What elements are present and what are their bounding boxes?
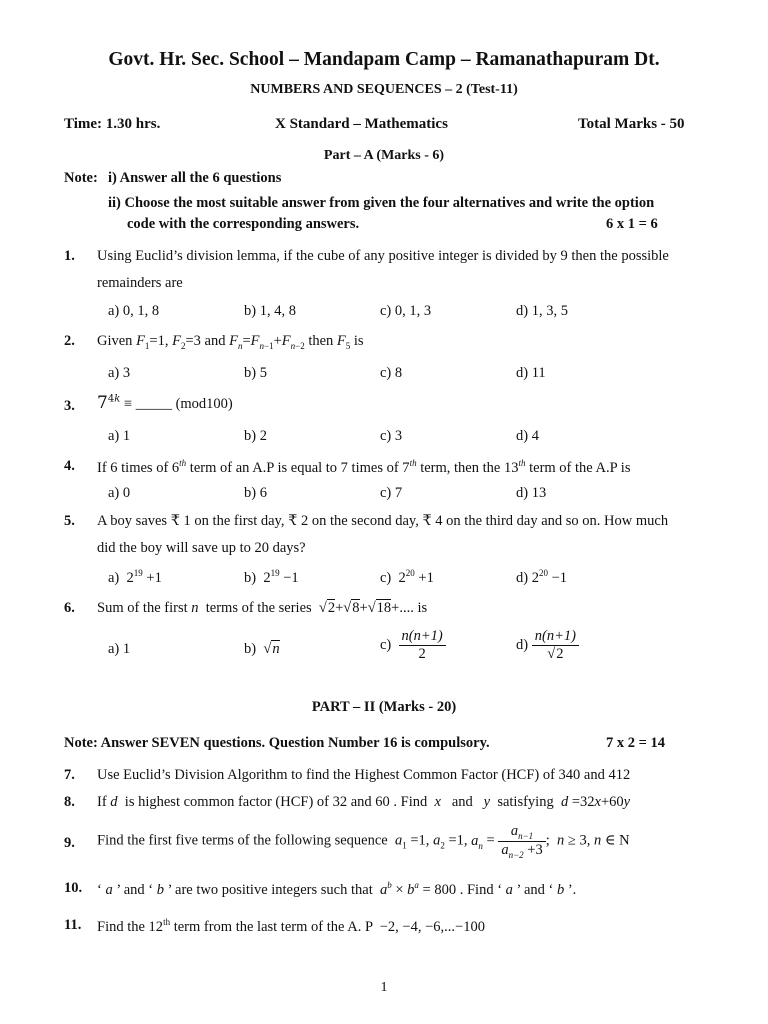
marks-calc-b: 7 x 2 = 14 <box>606 735 666 751</box>
q3-option-d: d) 4 <box>516 428 539 444</box>
q8-number: 8. <box>64 794 75 810</box>
q3-text: $7^{4k}$ ≡ _____ (mod100) <box>97 393 233 413</box>
q10-text: ‘ a ’ and ‘ b ’ are two positive integers such that $a^b \times b^a = 800$ . Find ‘ a ’ and ‘ b ’. <box>97 880 577 898</box>
q8-text: If d is highest common factor (HCF) of 32 and 60 . Find x and y satisfying d =32x+60y <box>97 794 631 810</box>
q4-option-c: c) 7 <box>380 485 403 501</box>
q1-text: Using Euclid’s division lemma, if the cube of any positive integer is divided by 9 then the possible <box>97 248 669 264</box>
note-i: i) Answer all the 6 questions <box>108 170 282 186</box>
q1-option-b: b) 1, 4, 8 <box>244 303 296 319</box>
q2-text: Given $F_1=1$, $F_2=3$ and $F_n=F_{n-1}+F_{n-2}$ then $F_5$ is <box>97 333 364 351</box>
q11-text: Find the 12th term from the last term of the A. P −2, −4, −6,...−100 <box>97 917 485 935</box>
q6-option-a: a) 1 <box>108 641 131 657</box>
q7-text: Use Euclid’s Division Algorithm to find the Highest Common Factor (HCF) of 340 and 412 <box>97 767 631 783</box>
q5-option-c: c) $2^{20} +1$ <box>380 568 434 586</box>
q1-number: 1. <box>64 248 75 264</box>
q5-text-line2: did the boy will save up to 20 days? <box>97 540 306 556</box>
q3-option-a: a) 1 <box>108 428 131 444</box>
q7-number: 7. <box>64 767 75 783</box>
q3-option-b: b) 2 <box>244 428 267 444</box>
q6-option-d: d) $\frac{n(n+1)}{√2}$ <box>516 628 579 663</box>
q2-option-a: a) 3 <box>108 365 131 381</box>
q9-number: 9. <box>64 835 75 851</box>
q3-option-c: c) 3 <box>380 428 403 444</box>
marks-calc-a: 6 x 1 = 6 <box>606 216 658 232</box>
q6-option-c: c) $\frac{n(n+1)}{2}$ <box>380 628 446 663</box>
q4-option-b: b) 6 <box>244 485 267 501</box>
part-b-note: Note: Answer SEVEN questions. Question Number 16 is compulsory. <box>64 735 490 751</box>
q2-given: Given <box>97 333 133 349</box>
q4-option-a: a) 0 <box>108 485 131 501</box>
q3-blank: ≡ _____ (mod100) <box>123 396 233 412</box>
q1-text-line2: remainders are <box>97 275 183 291</box>
q9-text: Find the first five terms of the following sequence $a_1 =1$, $a_2 =1$, $a_n$ = $\frac{a_{n-1}}{a_{n-2} +3}$ ; n ≥ 3, n ∈ N <box>97 823 630 860</box>
q6-option-b: b) √n <box>244 641 280 657</box>
q5-option-b: b) $2^{19} -1$ <box>244 568 299 586</box>
standard-label: X Standard – Mathematics <box>275 116 448 132</box>
q5-number: 5. <box>64 513 75 529</box>
time-label: Time: 1.30 hrs. <box>64 116 161 132</box>
q2-option-c: c) 8 <box>380 365 403 381</box>
q2-is: is <box>353 333 364 349</box>
q5-text: A boy saves ₹ 1 on the first day, ₹ 2 on the second day, ₹ 4 on the third day and so on. How much <box>97 513 669 529</box>
school-title: Govt. Hr. Sec. School – Mandapam Camp – Ramanathapuram Dt. <box>108 49 660 70</box>
q11-number: 11. <box>64 917 82 933</box>
q5-option-a: a) $2^{19} +1$ <box>108 568 162 586</box>
page-number: 1 <box>380 980 388 995</box>
q2-option-b: b) 5 <box>244 365 267 381</box>
part-a-heading: Part – A (Marks - 6) <box>323 148 445 163</box>
note-label: Note: <box>64 170 98 186</box>
note-ii-line1: ii) Choose the most suitable answer from given the four alternatives and write the option <box>108 195 655 211</box>
q4-text: If 6 times of 6th term of an A.P is equal to 7 times of 7th term, then the 13th term of the A.P is <box>97 458 631 476</box>
q2-number: 2. <box>64 333 75 349</box>
q2-then: then <box>308 333 334 349</box>
q1-option-c: c) 0, 1, 3 <box>380 303 432 319</box>
q10-number: 10. <box>64 880 83 896</box>
test-subtitle: NUMBERS AND SEQUENCES – 2 (Test-11) <box>250 82 518 97</box>
total-marks-label: Total Marks - 50 <box>578 116 685 132</box>
q3-number: 3. <box>64 398 75 414</box>
q6-text: Sum of the first n terms of the series √2+√8+√18+.... is <box>97 600 428 616</box>
q1-option-d: d) 1, 3, 5 <box>516 303 568 319</box>
q4-option-d: d) 13 <box>516 485 547 501</box>
q5-option-d: d) $2^{20} -1$ <box>516 568 568 586</box>
part-b-heading: PART – II (Marks - 20) <box>311 699 457 715</box>
q6-number: 6. <box>64 600 75 616</box>
q2-option-d: d) 11 <box>516 365 546 381</box>
q4-number: 4. <box>64 458 75 474</box>
note-ii-line2: code with the corresponding answers. <box>127 216 360 232</box>
q1-option-a: a) 0, 1, 8 <box>108 303 160 319</box>
